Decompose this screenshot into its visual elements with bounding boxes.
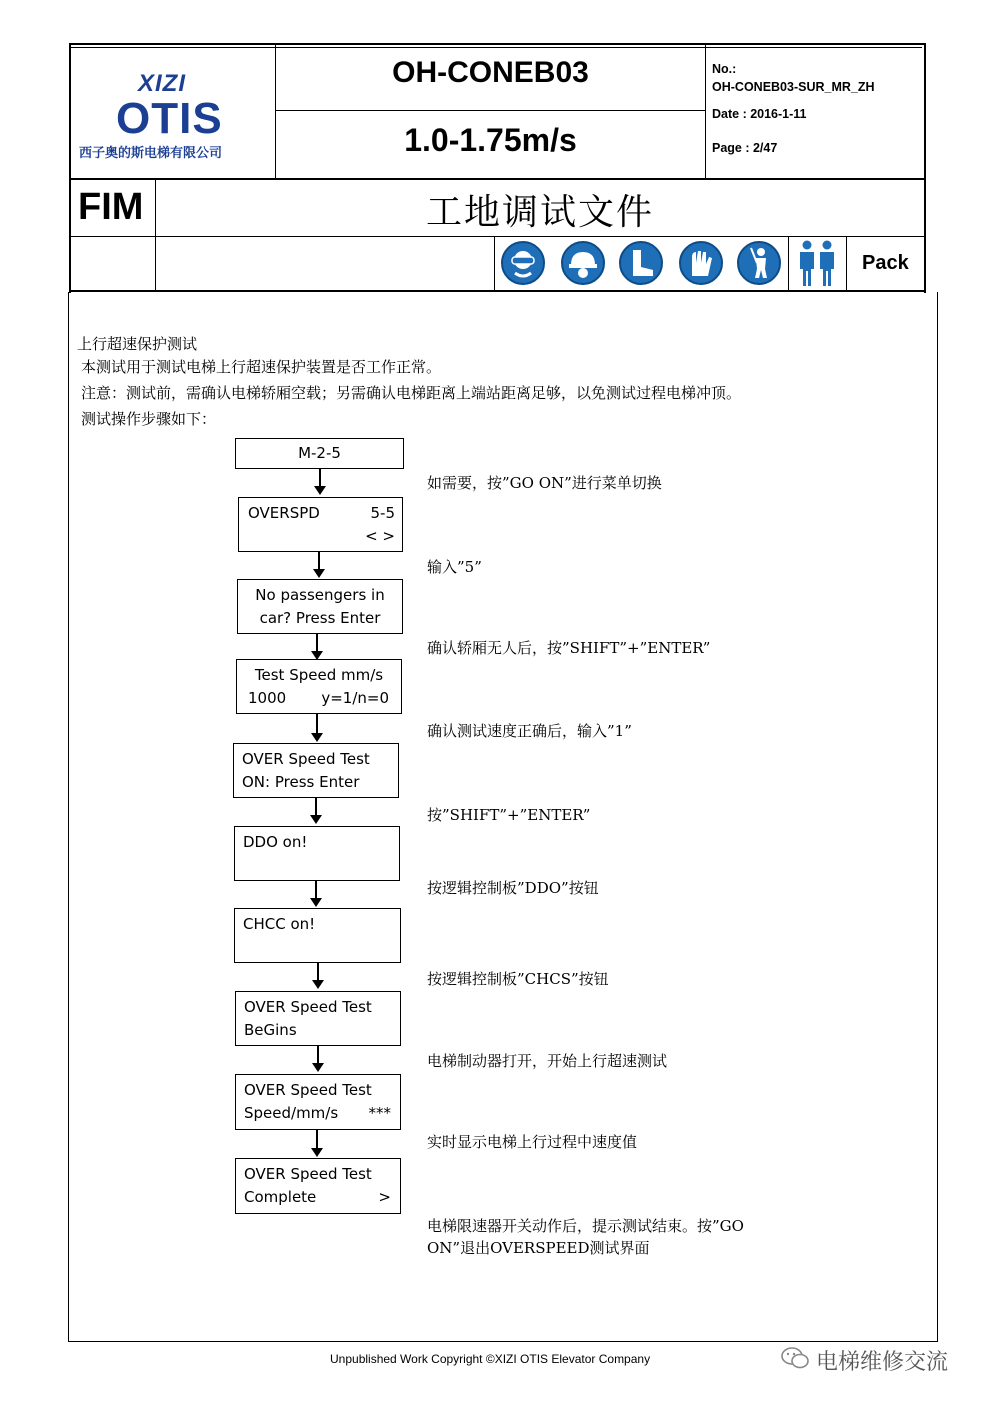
step-line2: 1000 (248, 689, 287, 707)
doc-code: OH-CONEB03 (392, 56, 589, 89)
step-note: 如需要，按”GO ON”进行菜单切换 (427, 474, 662, 492)
intro-purpose: 本测试用于测试电梯上行超速保护装置是否工作正常。 (81, 358, 442, 376)
step-note: 电梯限速器开关动作后，提示测试结束。按”GO (427, 1217, 744, 1235)
flow-arrow (319, 469, 321, 493)
step-box (233, 743, 399, 798)
step-note: 实时显示电梯上行过程中速度值 (427, 1133, 638, 1151)
intro-steps-heading: 测试操作步骤如下： (81, 410, 217, 428)
flow-arrow (315, 881, 317, 905)
flow-arrow (316, 714, 318, 740)
step-box (235, 1074, 401, 1130)
step-line2: Speed/mm/s (244, 1104, 339, 1122)
gloves-icon (679, 241, 723, 285)
step-line1: CHCC on! (243, 915, 316, 933)
step-line2: BeGins (244, 1021, 297, 1039)
step-box (234, 908, 401, 963)
step-note-continued: ON”退出OVERSPEED测试界面 (427, 1239, 650, 1257)
step-box (237, 579, 403, 634)
step-line2: car? Press Enter (259, 609, 381, 627)
step-line1: OVER Speed Test (244, 1081, 372, 1099)
step-right2: y=1/n=0 (321, 689, 389, 707)
flow-arrow (318, 552, 320, 576)
step-right2: > (378, 1188, 391, 1206)
pack-label: Pack (862, 252, 909, 274)
logo-company-name: 西子奥的斯电梯有限公司 (79, 146, 223, 161)
doc-date: Date : 2016-1-11 (712, 107, 807, 121)
step-line1: OVER Speed Test (242, 750, 370, 768)
doc-page: Page : 2/47 (712, 141, 778, 155)
step-note: 按逻辑控制板”CHCS”按钮 (427, 970, 609, 988)
flow-arrow (316, 634, 318, 658)
speed-range: 1.0-1.75m/s (404, 122, 577, 158)
step-right1: 5-5 (370, 504, 395, 522)
wechat-icon (780, 1344, 810, 1372)
copyright-footer: Unpublished Work Copyright ©XIZI OTIS Elevator Company (330, 1352, 651, 1366)
doc-number-value: OH-CONEB03-SUR_MR_ZH (712, 80, 875, 94)
step-line1: OVER Speed Test (244, 1165, 372, 1183)
step-right2: *** (368, 1104, 391, 1122)
flow-arrow (317, 1046, 319, 1070)
logo-otis: OTIS (116, 94, 223, 143)
step-box (238, 497, 403, 552)
watermark: 电梯维修交流 (816, 1350, 949, 1375)
goggles-icon (501, 241, 545, 285)
intro-caution: 注意：测试前，需确认电梯轿厢空载；另需确认电梯距离上端站距离足够，以免测试过程电梯冲顶。 (81, 384, 742, 402)
step-box (235, 991, 401, 1046)
step-line1: M-2-5 (298, 444, 341, 462)
step-line2: ON: Press Enter (242, 773, 360, 791)
step-box (236, 659, 402, 714)
step-right2: < > (365, 527, 395, 545)
step-note: 按逻辑控制板”DDO”按钮 (427, 879, 599, 897)
step-note: 确认轿厢无人后，按”SHIFT”+”ENTER” (427, 639, 711, 657)
safety-boot-icon (619, 241, 663, 285)
step-note: 输入”5” (427, 558, 482, 576)
step-line1: OVER Speed Test (244, 998, 372, 1016)
flow-arrow (315, 798, 317, 822)
step-line1: No passengers in (255, 586, 385, 604)
step-note: 按”SHIFT”+”ENTER” (427, 806, 591, 824)
hard-hat-icon (561, 241, 605, 285)
step-line1: Test Speed mm/s (254, 666, 384, 684)
logo-xizi: XIZI (138, 70, 187, 97)
step-line1: OVERSPD (248, 504, 320, 522)
fim-label: FIM (78, 186, 144, 228)
step-note: 电梯制动器打开，开始上行超速测试 (427, 1052, 668, 1070)
section-heading: 上行超速保护测试 (77, 335, 198, 353)
step-line2: Complete (244, 1188, 317, 1206)
step-line1: DDO on! (243, 833, 308, 851)
two-person-icon (795, 239, 839, 287)
flow-arrow (317, 963, 319, 987)
doc-number-label: No.: (712, 62, 737, 76)
step-box (234, 826, 400, 881)
doc-title: 工地调试文件 (425, 192, 654, 233)
step-box (235, 438, 404, 469)
flow-arrow (316, 1130, 318, 1155)
step-box (235, 1158, 401, 1214)
harness-icon (737, 241, 781, 285)
step-note: 确认测试速度正确后，输入”1” (427, 722, 632, 740)
